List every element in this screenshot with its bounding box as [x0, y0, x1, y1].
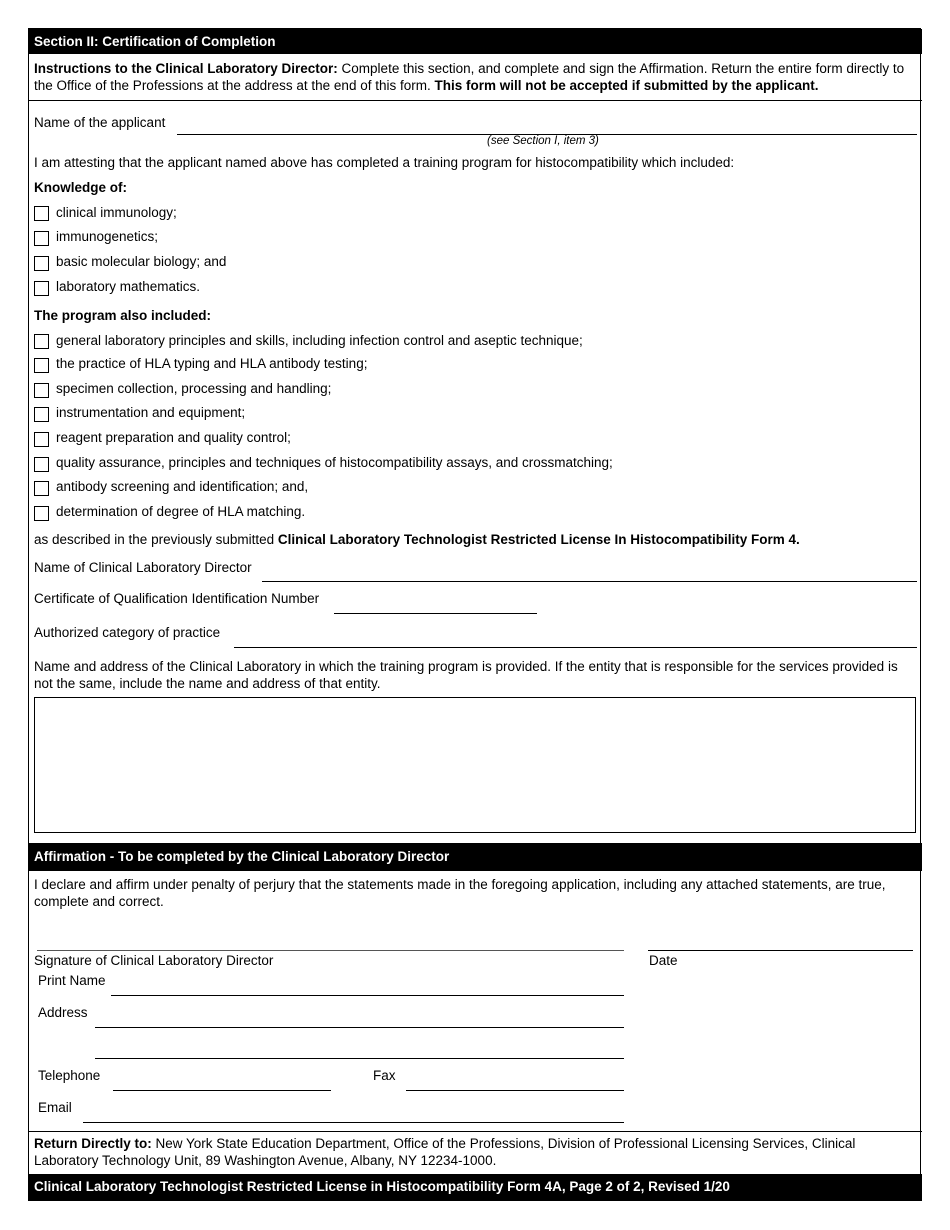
- return-address: [34, 1135, 916, 1169]
- instructions-body: Complete this section, and complete and sign the Affirmation. Return the entire form directly to the Office of the Professions at the address at the end of this form.: [34, 61, 905, 93]
- address-field[interactable]: [95, 1027, 624, 1028]
- program-checkbox[interactable]: [34, 481, 49, 496]
- instructions-lead: Instructions to the Clinical Laboratory Director:: [34, 61, 338, 76]
- program-item: specimen collection, processing and handling;: [56, 381, 332, 396]
- fax-label: Fax: [373, 1068, 396, 1083]
- described-prefix: as described in the previously submitted: [34, 532, 278, 547]
- knowledge-checkbox[interactable]: [34, 256, 49, 271]
- program-item: quality assurance, principles and techniques of histocompatibility assays, and crossmatching;: [56, 455, 613, 470]
- fax-field[interactable]: [406, 1090, 624, 1091]
- knowledge-item: immunogenetics;: [56, 229, 159, 244]
- program-checkbox[interactable]: [34, 407, 49, 422]
- signature-field[interactable]: [37, 950, 624, 951]
- instructions-warning: This form will not be accepted if submitted by the applicant.: [434, 78, 819, 93]
- cert-label: Certificate of Qualification Identification Number: [34, 591, 320, 606]
- divider: [29, 1131, 922, 1132]
- knowledge-heading: Knowledge of:: [34, 180, 127, 195]
- email-field[interactable]: [83, 1122, 624, 1123]
- director-name-label: Name of Clinical Laboratory Director: [34, 560, 252, 575]
- applicant-label: Name of the applicant: [34, 115, 166, 130]
- telephone-field[interactable]: [113, 1090, 331, 1091]
- divider: [29, 100, 922, 101]
- lab-address-box[interactable]: [34, 697, 916, 833]
- program-item: determination of degree of HLA matching.: [56, 504, 306, 519]
- program-item: the practice of HLA typing and HLA antibody testing;: [56, 356, 368, 371]
- program-checkbox[interactable]: [34, 334, 49, 349]
- program-item: instrumentation and equipment;: [56, 405, 246, 420]
- category-label: Authorized category of practice: [34, 625, 221, 640]
- attest-text: I am attesting that the applicant named above has completed a training program for histocompatibility which included:: [34, 155, 735, 170]
- program-heading: The program also included:: [34, 308, 212, 323]
- print-name-field[interactable]: [111, 995, 624, 996]
- described-text: [34, 532, 800, 547]
- knowledge-item: clinical immunology;: [56, 205, 177, 220]
- form-page: [28, 28, 921, 1201]
- described-form: Clinical Laboratory Technologist Restricted License In Histocompatibility Form 4.: [277, 532, 800, 547]
- signature-label: Signature of Clinical Laboratory Director: [34, 953, 274, 968]
- program-item: general laboratory principles and skills, including infection control and aseptic technique;: [56, 333, 583, 348]
- cert-number-field[interactable]: [334, 613, 537, 614]
- program-item: reagent preparation and quality control;: [56, 430, 291, 445]
- knowledge-item: laboratory mathematics.: [56, 279, 201, 294]
- address-label: Address: [38, 1005, 88, 1020]
- address-field-line-2[interactable]: [95, 1058, 624, 1059]
- program-checkbox[interactable]: [34, 432, 49, 447]
- date-label: Date: [649, 953, 678, 968]
- program-checkbox[interactable]: [34, 358, 49, 373]
- director-name-field[interactable]: [262, 581, 917, 582]
- program-checkbox[interactable]: [34, 383, 49, 398]
- category-field[interactable]: [234, 647, 917, 648]
- return-address-text: New York State Education Department, Office of the Professions, Division of Professional Licensing Services, Clinical Laboratory Technology Unit, 89 Washington Avenue, Albany, NY 12234-1000.: [34, 1136, 856, 1168]
- email-label: Email: [38, 1100, 72, 1115]
- affirmation-statement: I declare and affirm under penalty of perjury that the statements made in the foregoing application, including any attached statements, are true, complete and correct.: [34, 877, 886, 909]
- program-item: antibody screening and identification; and,: [56, 479, 309, 494]
- knowledge-item: basic molecular biology; and: [56, 254, 227, 269]
- knowledge-checkbox[interactable]: [34, 231, 49, 246]
- section-header: Section II: Certification of Completion: [29, 29, 922, 54]
- return-lead: Return Directly to:: [34, 1136, 152, 1151]
- program-checkbox[interactable]: [34, 506, 49, 521]
- program-checkbox[interactable]: [34, 457, 49, 472]
- instructions: [34, 60, 916, 94]
- affirmation-header: Affirmation - To be completed by the Clinical Laboratory Director: [29, 843, 922, 871]
- knowledge-checkbox[interactable]: [34, 206, 49, 221]
- lab-address-text: Name and address of the Clinical Laboratory in which the training program is provided. If the entity that is responsible for the services provided is not the same, include the name and address of that entity.: [34, 659, 898, 691]
- print-name-label: Print Name: [38, 973, 106, 988]
- knowledge-checkbox[interactable]: [34, 281, 49, 296]
- telephone-label: Telephone: [38, 1068, 101, 1083]
- date-field[interactable]: [648, 950, 913, 951]
- footer: Clinical Laboratory Technologist Restricted License in Histocompatibility Form 4A, Page 2 of 2, Revised 1/20: [29, 1174, 922, 1201]
- applicant-hint: (see Section I, item 3): [487, 135, 599, 147]
